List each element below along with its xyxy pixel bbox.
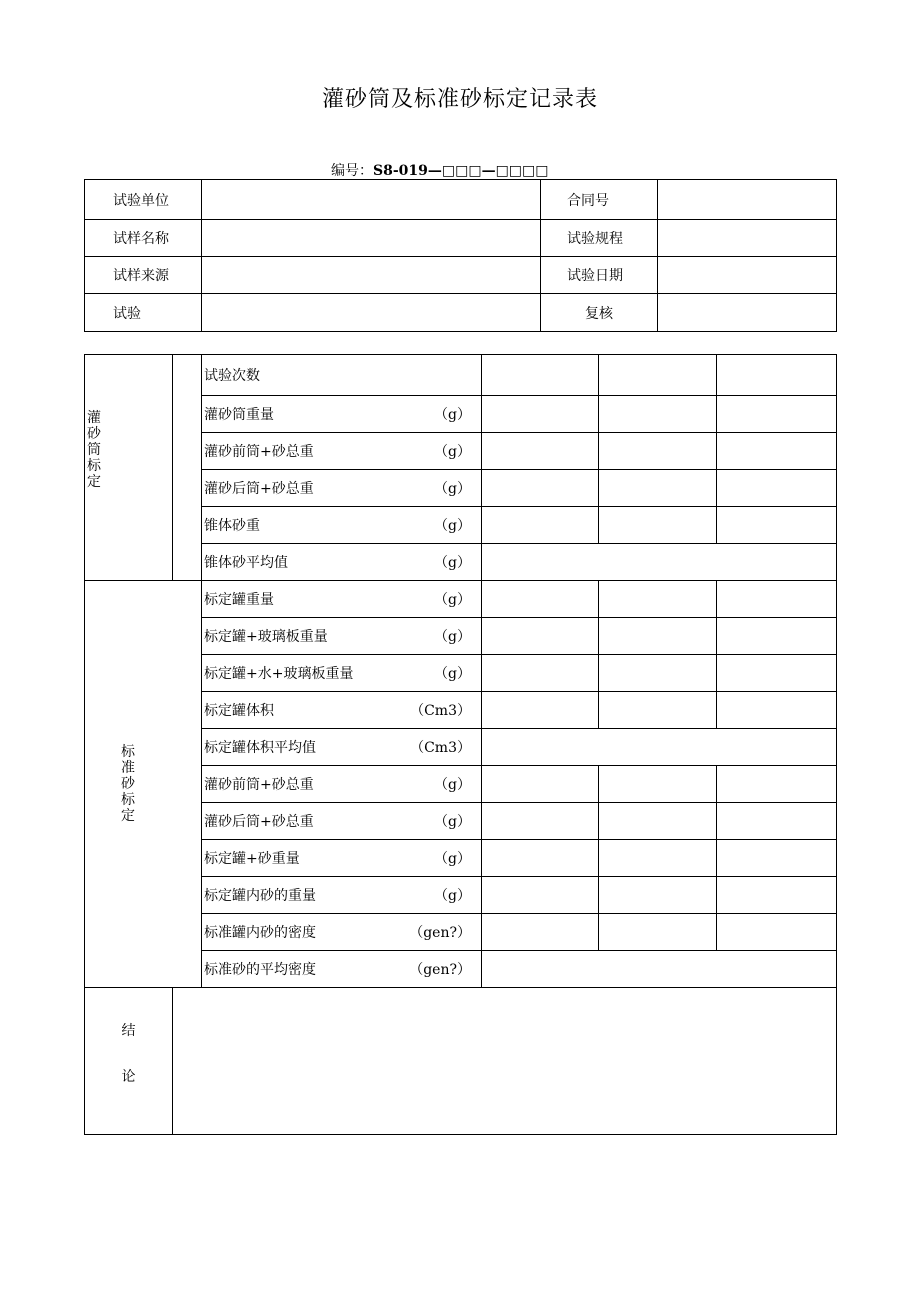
param-cell — [202, 729, 482, 766]
conclusion-field[interactable] — [173, 988, 837, 1135]
data-cell[interactable] — [599, 914, 717, 951]
data-cell[interactable] — [599, 470, 717, 507]
info-label: 试验规程 — [541, 220, 658, 257]
section-label-sand-cone — [85, 355, 173, 581]
data-cell[interactable] — [482, 766, 599, 803]
test-unit-field[interactable] — [202, 180, 541, 220]
data-cell[interactable] — [482, 877, 599, 914]
param-cell — [202, 692, 482, 729]
average-cell[interactable] — [482, 544, 837, 581]
param-unit: （g） — [434, 592, 471, 608]
param-name: 灌砂后筒+砂总重 — [204, 481, 314, 497]
param-cell — [202, 396, 482, 433]
form-code-label: 编号： — [331, 163, 373, 179]
param-name: 灌砂筒重量 — [204, 407, 274, 423]
info-row — [85, 257, 837, 294]
data-cell[interactable] — [599, 803, 717, 840]
param-unit: （g） — [434, 555, 471, 571]
data-cell[interactable] — [599, 877, 717, 914]
param-cell — [202, 877, 482, 914]
param-unit: （g） — [434, 629, 471, 645]
param-name: 锥体砂重 — [204, 518, 260, 534]
param-unit: （g） — [434, 481, 471, 497]
data-cell[interactable] — [717, 914, 837, 951]
param-cell — [202, 433, 482, 470]
param-unit: （Cm3） — [410, 740, 471, 756]
param-name: 标定罐体积平均值 — [204, 740, 316, 756]
param-unit: （gen?） — [409, 962, 471, 978]
param-name: 灌砂后筒+砂总重 — [204, 814, 314, 830]
average-cell[interactable] — [482, 951, 837, 988]
sample-source-field[interactable] — [202, 257, 541, 294]
data-cell[interactable] — [717, 433, 837, 470]
section-label-text: 标准砂标定 — [121, 744, 135, 824]
data-cell[interactable] — [717, 581, 837, 618]
conclusion-char: 论 — [121, 1069, 136, 1085]
section-label-text: 灌砂筒标定 — [87, 409, 101, 490]
average-cell[interactable] — [482, 729, 837, 766]
param-name: 标准罐内砂的密度 — [204, 925, 316, 941]
data-cell[interactable] — [482, 507, 599, 544]
param-cell — [202, 914, 482, 951]
data-cell[interactable] — [717, 692, 837, 729]
param-unit: （Cm3） — [410, 703, 471, 719]
info-row — [85, 180, 837, 220]
param-name: 标定罐+水+玻璃板重量 — [204, 666, 354, 682]
param-name: 标定罐重量 — [204, 592, 274, 608]
param-unit: （g） — [434, 444, 471, 460]
data-cell[interactable] — [599, 692, 717, 729]
param-cell — [202, 581, 482, 618]
data-cell[interactable] — [482, 803, 599, 840]
param-name: 标定罐+砂重量 — [204, 851, 300, 867]
info-row — [85, 220, 837, 257]
info-label: 试验日期 — [541, 257, 658, 294]
table-row — [85, 581, 837, 618]
param-name: 锥体砂平均值 — [204, 555, 288, 571]
conclusion-char: 结 — [121, 1023, 136, 1039]
data-cell[interactable] — [599, 655, 717, 692]
data-cell[interactable] — [599, 355, 717, 396]
param-name: 标准砂的平均密度 — [204, 962, 316, 978]
param-unit: （g） — [434, 851, 471, 867]
data-cell[interactable] — [599, 766, 717, 803]
data-cell[interactable] — [717, 766, 837, 803]
param-cell — [202, 618, 482, 655]
param-cell — [202, 803, 482, 840]
trial-count-header: 试验次数 — [202, 355, 482, 396]
section-label-standard-sand — [85, 581, 202, 988]
param-cell — [202, 655, 482, 692]
data-cell[interactable] — [717, 355, 837, 396]
conclusion-row — [85, 988, 837, 1135]
param-cell — [202, 544, 482, 581]
data-cell[interactable] — [717, 840, 837, 877]
data-cell[interactable] — [482, 914, 599, 951]
data-cell[interactable] — [482, 470, 599, 507]
test-standard-field[interactable] — [658, 220, 837, 257]
data-cell[interactable] — [482, 396, 599, 433]
param-cell — [202, 766, 482, 803]
data-cell[interactable] — [482, 581, 599, 618]
data-cell[interactable] — [599, 618, 717, 655]
contract-no-field[interactable] — [658, 180, 837, 220]
param-name: 标定罐+玻璃板重量 — [204, 629, 328, 645]
data-cell[interactable] — [482, 433, 599, 470]
param-cell — [202, 507, 482, 544]
data-cell[interactable] — [717, 655, 837, 692]
data-cell[interactable] — [717, 618, 837, 655]
param-name: 灌砂前筒+砂总重 — [204, 444, 314, 460]
data-cell[interactable] — [482, 840, 599, 877]
table-row — [85, 355, 837, 396]
data-cell[interactable] — [599, 396, 717, 433]
data-cell[interactable] — [717, 470, 837, 507]
data-cell[interactable] — [717, 803, 837, 840]
info-label: 试验单位 — [85, 180, 202, 220]
data-cell[interactable] — [599, 840, 717, 877]
calibration-table — [84, 354, 837, 1135]
conclusion-label — [85, 988, 173, 1135]
info-label: 复核 — [541, 294, 658, 332]
data-cell[interactable] — [599, 581, 717, 618]
param-cell — [202, 840, 482, 877]
info-label: 试验 — [85, 294, 202, 332]
param-unit: （g） — [434, 518, 471, 534]
data-cell[interactable] — [599, 507, 717, 544]
data-cell[interactable] — [599, 433, 717, 470]
info-label: 试样来源 — [85, 257, 202, 294]
param-name: 标定罐内砂的重量 — [204, 888, 316, 904]
data-cell[interactable] — [717, 396, 837, 433]
data-cell[interactable] — [482, 618, 599, 655]
param-cell — [202, 951, 482, 988]
param-unit: （g） — [434, 814, 471, 830]
form-code — [331, 160, 548, 180]
data-cell[interactable] — [717, 877, 837, 914]
data-cell[interactable] — [717, 507, 837, 544]
info-table — [84, 179, 837, 332]
param-unit: （gen?） — [409, 925, 471, 941]
data-cell[interactable] — [482, 355, 599, 396]
param-unit: （g） — [434, 777, 471, 793]
form-code-value: S8-019—□□□—□□□□ — [373, 163, 549, 179]
data-cell[interactable] — [482, 655, 599, 692]
data-cell[interactable] — [482, 692, 599, 729]
reviewer-field[interactable] — [658, 294, 837, 332]
info-label: 试样名称 — [85, 220, 202, 257]
param-unit: （g） — [434, 888, 471, 904]
test-date-field[interactable] — [658, 257, 837, 294]
page-title: 灌砂筒及标准砂标定记录表 — [321, 87, 598, 112]
info-label: 合同号 — [541, 180, 658, 220]
info-row — [85, 294, 837, 332]
sample-name-field[interactable] — [202, 220, 541, 257]
param-name: 标定罐体积 — [204, 703, 274, 719]
spacer-cell — [173, 355, 202, 581]
param-cell — [202, 470, 482, 507]
param-name: 灌砂前筒+砂总重 — [204, 777, 314, 793]
tester-field[interactable] — [202, 294, 541, 332]
param-unit: （g） — [434, 407, 471, 423]
param-unit: （g） — [434, 666, 471, 682]
